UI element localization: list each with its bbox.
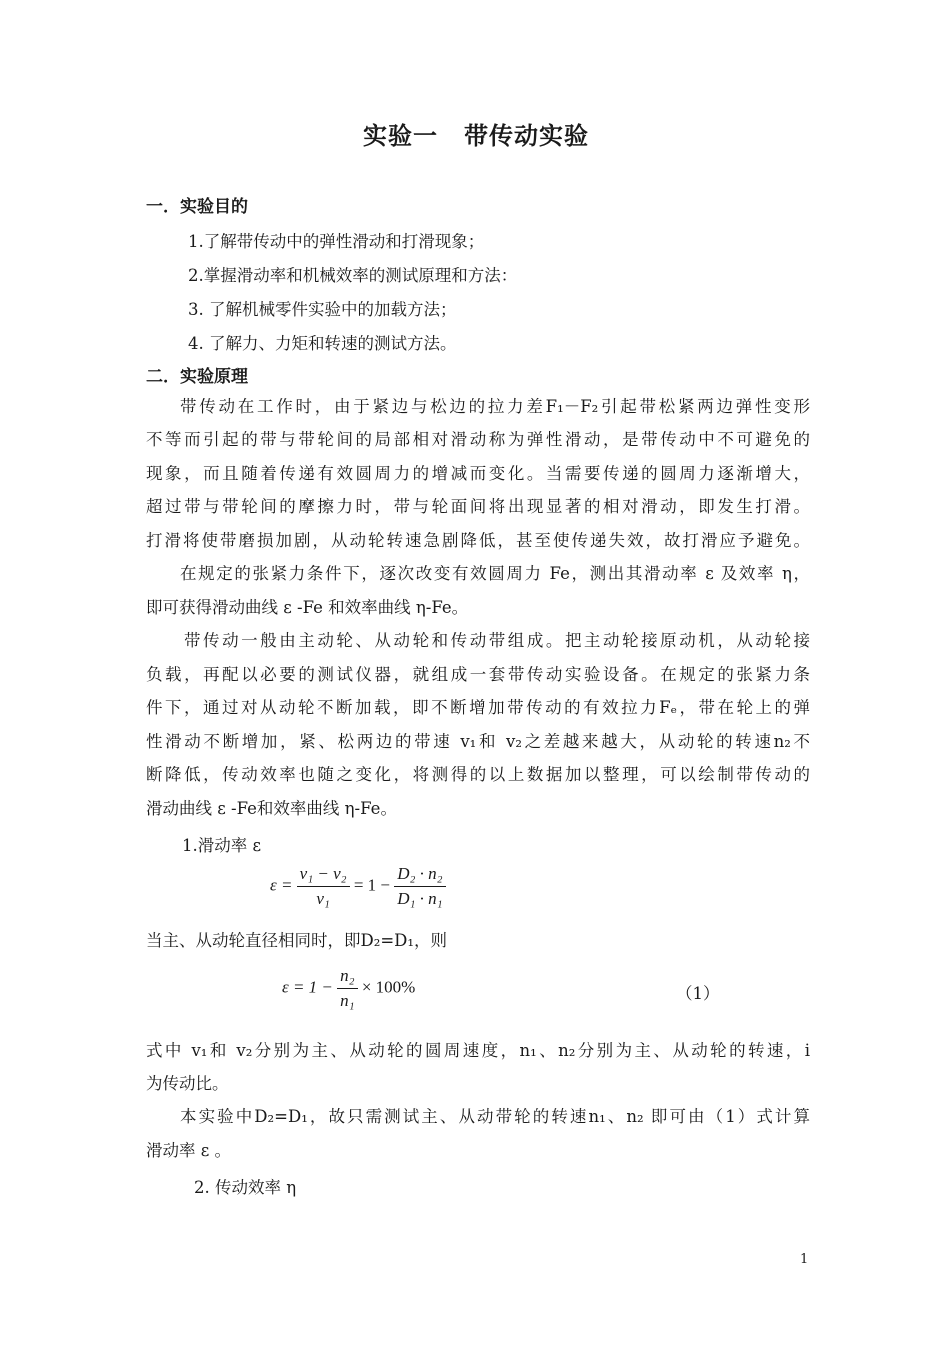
section-2-heading: 二．实验原理 [146, 367, 248, 387]
paragraph-3-line-6: 滑动曲线 ε -Fe和效率曲线 η-Fe。 [146, 799, 397, 818]
formula-1-numerator-2: D₂ · n₂ [394, 864, 445, 887]
paragraph-5-line-2: 滑动率 ε 。 [146, 1141, 232, 1160]
section-1-heading: 一．实验目的 [146, 197, 248, 217]
paragraph-2-line-2: 即可获得滑动曲线 ε -Fe 和效率曲线 η-Fe。 [146, 598, 469, 617]
formula-2-fraction [337, 966, 357, 1011]
paragraph-1-line-5: 打滑将使带磨损加剧，从动轮转速急剧降低，甚至使传递失效，故打滑应予避免。 [146, 531, 810, 550]
paragraph-5-line-1: 本实验中D₂=D₁，故只需测试主、从动带轮的转速n₁、n₂ 即可由（1）式计算 [180, 1107, 810, 1126]
subheading-slip-rate: 1.滑动率 ε [182, 836, 262, 855]
paragraph-3-line-5: 断降低，传动效率也随之变化，将测得的以上数据加以整理，可以绘制带传动的 [146, 765, 810, 784]
paragraph-3-line-2: 负载，再配以必要的测试仪器，就组成一套带传动实验设备。在规定的张紧力条 [146, 665, 810, 684]
formula-2-rhs: × 100% [361, 977, 416, 997]
formula-slip-rate [270, 864, 446, 909]
paragraph-4-line-1: 式中 v₁和 v₂分别为主、从动轮的圆周速度，n₁、n₂分别为主、从动轮的转速，i [146, 1041, 810, 1060]
formula-1-denominator-1: v₁ [316, 889, 330, 908]
paragraph-2-line-1: 在规定的张紧力条件下，逐次改变有效圆周力 Fe，测出其滑动率 ε 及效率 η， [180, 564, 810, 583]
formula-1-lhs: ε = [270, 875, 293, 895]
paragraph-1-line-2: 不等而引起的带与带轮间的局部相对滑动称为弹性滑动，是带传动中不可避免的 [146, 430, 810, 449]
page-title [0, 116, 952, 151]
paragraph-3-line-4: 性滑动不断增加，紧、松两边的带速 v₁和 v₂之差越来越大，从动轮的转速n₂不 [146, 732, 810, 751]
paragraph-1-line-3: 现象，而且随着传递有效圆周力的增减而变化。当需要传递的圆周力逐渐增大， [146, 464, 810, 483]
paragraph-4-line-2: 为传动比。 [146, 1074, 229, 1093]
objective-item-4: 4. 了解力、力矩和转速的测试方法。 [188, 334, 457, 353]
formula-2-denominator: n₁ [340, 991, 355, 1010]
subheading-efficiency: 2. 传动效率 η [194, 1178, 297, 1197]
title-part-2: 带传动实验 [464, 122, 589, 150]
formula-2-numerator: n₂ [337, 966, 357, 989]
objective-item-3: 3. 了解机械零件实验中的加载方法； [188, 300, 457, 319]
paragraph-1-line-1: 带传动在工作时，由于紧边与松边的拉力差F₁－F₂引起带松紧两边弹性变形 [180, 397, 810, 416]
formula-1-denominator-2: D₁ · n₁ [397, 889, 443, 908]
formula-1-fraction-1 [297, 864, 350, 909]
paragraph-1-line-4: 超过带与带轮间的摩擦力时，带与轮面间将出现显著的相对滑动，即发生打滑。 [146, 497, 810, 516]
formula-1-numerator-1: v₁ − v₂ [297, 864, 350, 887]
title-part-1: 实验一 [363, 122, 438, 150]
formula-1-fraction-2 [394, 864, 445, 909]
formula-1-middle: = 1 − [353, 875, 390, 895]
objective-item-2: 2.掌握滑动率和机械效率的测试原理和方法： [188, 266, 518, 285]
formula-slip-rate-percent [282, 966, 415, 1011]
paragraph-3-line-3: 件下，通过对从动轮不断加载，即不断增加带传动的有效拉力Fₑ，带在轮上的弹 [146, 698, 810, 717]
formula-2-lhs: ε = 1 − [282, 977, 333, 997]
page-number: 1 [800, 1252, 809, 1267]
condition-text: 当主、从动轮直径相同时，即D₂=D₁，则 [146, 931, 448, 950]
objective-item-1: 1.了解带传动中的弹性滑动和打滑现象； [188, 232, 485, 251]
paragraph-3-line-1: 带传动一般由主动轮、从动轮和传动带组成。把主动轮接原动机，从动轮接 [184, 631, 810, 650]
equation-number: （1） [676, 984, 720, 1003]
